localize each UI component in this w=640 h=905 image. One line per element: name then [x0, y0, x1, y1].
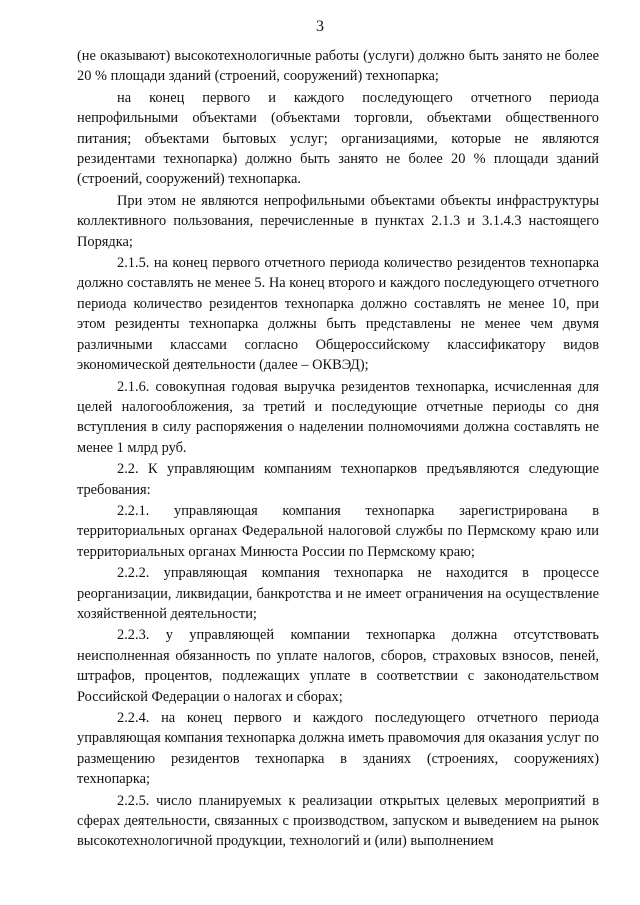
- paragraph-continuation: (не оказывают) высокотехнологичные работы (услуги) должно быть занято не более 20 % площади зданий (строений, сооружений) технопарка;: [77, 48, 599, 85]
- paragraph-2-1-6: 2.1.6. совокупная годовая выручка резидентов технопарка, исчисленная для целей налогообложения, за третий и последующие отчетные периоды со дня вступления в силу распоряжения о наделении полномочиями должна составлять не менее 1 млрд руб.: [77, 378, 599, 456]
- document-body: [77, 46, 599, 853]
- paragraph-2-2-5: 2.2.5. число планируемых к реализации открытых целевых мероприятий в сферах деятельности, связанных с производством, запуском и выведением на рынок высокотехнологичной продукции, технологий и (или) выполнением: [77, 792, 599, 850]
- paragraph-infrastructure-note: При этом не являются непрофильными объектами объекты инфраструктуры коллективного пользования, перечисленные в пунктах 2.1.3 и 3.1.4.3 настоящего Порядка;: [77, 192, 599, 250]
- paragraph-2-2-2: 2.2.2. управляющая компания технопарка не находится в процессе реорганизации, ликвидации, банкротства и не имеет ограничения на осуществление хозяйственной деятельности;: [77, 565, 599, 622]
- page-number: 3: [316, 18, 324, 35]
- paragraph-2-2: 2.2. К управляющим компаниям технопарков предъявляются следующие требования:: [77, 461, 599, 498]
- paragraph-2-2-3: 2.2.3. у управляющей компании технопарка должна отсутствовать неисполненная обязанность по уплате налогов, сборов, страховых взносов, пеней, штрафов, процентов, подлежащих уплате в соответствии с законодательством Российской Федерации о налогах и сборах;: [77, 627, 599, 705]
- paragraph-2-1-5: 2.1.5. на конец первого отчетного периода количество резидентов технопарка должно составлять не менее 5. На конец второго и каждого последующего отчетного периода количество резидентов технопарка должно составлять не менее 10, при этом резиденты технопарка должны быть представлены не менее чем двумя различными классами согласно Общероссийскому классификатору видов экономической деятельности (далее – ОКВЭД);: [77, 255, 599, 374]
- paragraph-nonprofile-objects: на конец первого и каждого последующего отчетного периода непрофильными объектами (объектами торговли, объектами общественного питания; объектами бытовых услуг; организациями, которые не являются резидентами технопарка) должно быть занято не более 20 % площади зданий (строений, сооружений) технопарка.: [77, 89, 599, 188]
- paragraph-2-2-4: 2.2.4. на конец первого и каждого последующего отчетного периода управляющая компания технопарка должна иметь правомочия для оказания услуг по размещению резидентов технопарка в зданиях (строениях, сооружениях) технопарка;: [77, 710, 599, 788]
- paragraph-2-2-1: 2.2.1. управляющая компания технопарка зарегистрирована в территориальных органах Федеральной налоговой службы по Пермскому краю или территориальных органах Минюста России по Пермскому краю;: [77, 502, 599, 560]
